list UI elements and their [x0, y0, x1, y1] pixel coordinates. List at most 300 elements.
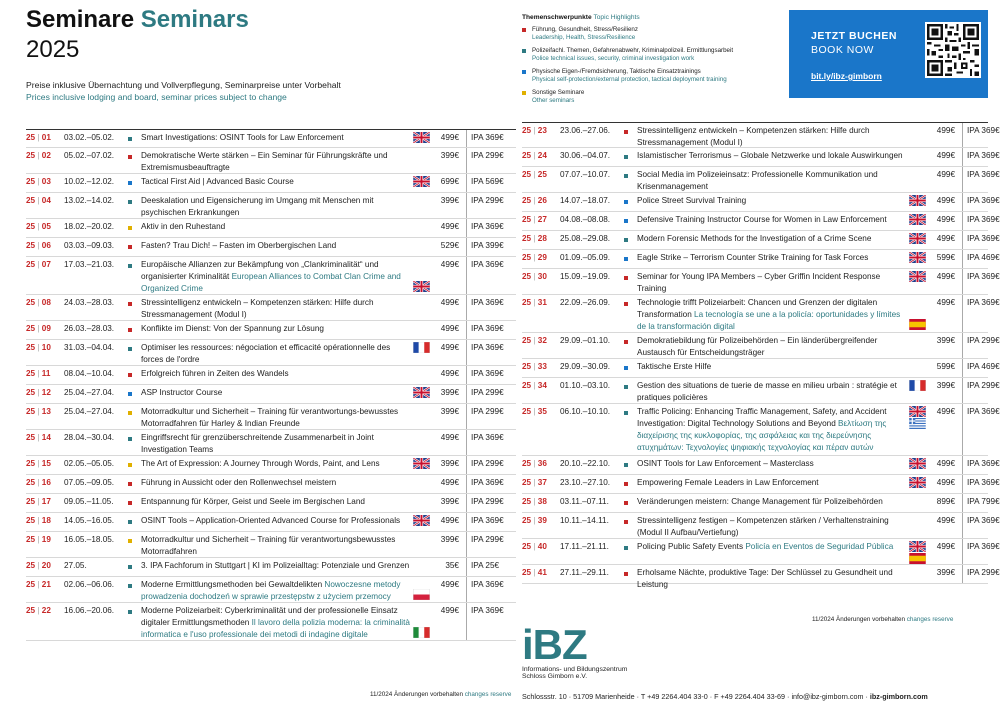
seminar-code-number: 32 [537, 336, 547, 345]
seminar-row[interactable] [522, 231, 1000, 250]
flag-pl-icon [413, 589, 430, 600]
ipa-divider [466, 340, 467, 365]
seminar-code-number: 31 [537, 298, 547, 307]
topic-heading-en: Topic Highlights [593, 14, 640, 21]
seminar-code-year: 25 [522, 497, 532, 506]
seminar-code-year: 25 [522, 407, 532, 416]
seminar-title[interactable] [141, 297, 411, 321]
seminar-code [522, 362, 547, 371]
seminar-row[interactable] [522, 456, 1000, 475]
seminar-title[interactable] [637, 233, 907, 245]
seminar-date: 05.02.–07.02. [64, 151, 115, 160]
code-separator: | [35, 535, 42, 544]
topic-square-icon [522, 70, 526, 74]
seminar-title[interactable] [637, 252, 907, 264]
seminar-price: 35€ [445, 561, 459, 570]
seminar-code-year: 25 [522, 253, 532, 262]
seminar-date: 09.05.–11.05. [64, 497, 114, 506]
seminar-ipa-price: IPA 299€ [471, 407, 504, 416]
seminar-row[interactable] [522, 475, 1000, 494]
seminar-code [26, 260, 51, 269]
changes-de: 11/2024 Änderungen vorbehalten [370, 691, 464, 698]
seminar-title[interactable] [141, 221, 411, 233]
language-flags [413, 458, 431, 470]
seminar-title[interactable] [141, 534, 411, 558]
seminar-code-year: 25 [26, 561, 36, 570]
seminar-title[interactable] [141, 259, 411, 295]
seminar-row[interactable] [522, 404, 1000, 456]
topic-marker-icon [624, 238, 628, 242]
code-separator: | [35, 369, 42, 378]
seminar-date: 27.11.–29.11. [560, 568, 609, 577]
seminar-code [522, 407, 547, 416]
seminar-code-number: 37 [537, 478, 547, 487]
seminar-title[interactable] [141, 406, 411, 430]
changes-note-right [812, 616, 953, 623]
code-separator: | [35, 606, 42, 615]
topic-marker-icon [128, 482, 132, 486]
seminar-code-year: 25 [26, 407, 36, 416]
seminar-date: 28.04.–30.04. [64, 433, 115, 442]
seminar-row[interactable] [522, 167, 1000, 193]
seminar-price: 399€ [440, 407, 459, 416]
seminar-code [26, 580, 51, 589]
seminar-date: 23.06.–27.06. [560, 126, 611, 135]
ipa-divider [962, 404, 963, 455]
seminar-row[interactable] [522, 333, 1000, 359]
seminar-title[interactable] [141, 176, 411, 188]
book-now-banner[interactable] [789, 10, 988, 98]
seminar-code-year: 25 [522, 196, 532, 205]
ipa-divider [466, 430, 467, 455]
seminar-ipa-price: IPA 369€ [967, 170, 1000, 179]
seminar-title[interactable] [637, 458, 907, 470]
seminar-code [26, 433, 51, 442]
seminar-row[interactable] [26, 385, 516, 404]
seminar-title[interactable] [637, 297, 907, 333]
seminar-ipa-price: IPA 369€ [471, 260, 504, 269]
seminar-code [26, 606, 51, 615]
seminar-code [26, 222, 51, 231]
topic-marker-icon [128, 347, 132, 351]
seminar-row[interactable] [522, 148, 1000, 167]
seminar-code-year: 25 [522, 336, 532, 345]
seminar-row[interactable] [522, 565, 1000, 589]
ibz-logo [522, 621, 628, 680]
seminar-ipa-price: IPA 569€ [471, 177, 504, 186]
seminar-title[interactable] [637, 150, 907, 162]
code-separator: | [531, 362, 538, 371]
seminar-title[interactable] [637, 195, 907, 207]
seminar-title[interactable] [141, 560, 411, 572]
flag-uk-icon [413, 176, 430, 187]
seminar-title[interactable] [637, 335, 907, 359]
seminar-code [26, 516, 51, 525]
topic-marker-icon [624, 501, 628, 505]
ipa-divider [962, 513, 963, 538]
seminar-title-main: Stressintelligenz entwickeln – Kompetenzen stärken: Hilfe durch Stressmanagement (Modul I) [141, 298, 374, 319]
seminar-code-number: 16 [41, 478, 51, 487]
ipa-divider [466, 475, 467, 493]
seminar-title-main: Erholsame Nächte, produktive Tage: Der Schlüssel zu Gesundheit und Leistung [637, 568, 893, 589]
seminar-title[interactable] [637, 214, 907, 226]
ipa-divider [466, 130, 467, 147]
topic-marker-icon [624, 463, 628, 467]
code-separator: | [531, 568, 538, 577]
seminar-price: 399€ [440, 535, 459, 544]
topic-list [522, 26, 782, 105]
code-separator: | [531, 196, 538, 205]
seminar-title[interactable] [637, 169, 907, 193]
topic-marker-icon [128, 610, 132, 614]
page-year: 2025 [26, 36, 80, 63]
seminar-date: 30.06.–04.07. [560, 151, 611, 160]
seminar-title-main: Stressintelligenz entwickeln – Kompetenzen stärken: Hilfe durch Stressmanagement (Modul I) [637, 126, 870, 147]
seminar-date: 14.05.–16.05. [64, 516, 115, 525]
seminar-price: 499€ [936, 542, 955, 551]
seminar-code-number: 36 [537, 459, 547, 468]
seminar-row[interactable] [522, 494, 1000, 513]
topic-marker-icon [624, 411, 628, 415]
seminar-row[interactable] [26, 430, 516, 456]
booking-link[interactable]: bit.ly/ibz-gimborn [811, 71, 882, 81]
seminar-title[interactable] [141, 515, 411, 527]
seminar-ipa-price: IPA 369€ [967, 234, 1000, 243]
flag-fr-icon [413, 342, 430, 353]
seminar-row[interactable] [26, 475, 516, 494]
seminar-title-main: Seminar for Young IPA Members – Cyber Griffin Incident Response Training [637, 272, 881, 293]
seminar-price: 499€ [936, 151, 955, 160]
seminar-ipa-price: IPA 369€ [967, 407, 1000, 416]
language-flags [909, 214, 927, 226]
seminar-title[interactable] [637, 125, 907, 149]
topic-marker-icon [624, 340, 628, 344]
seminar-code-number: 01 [41, 133, 51, 142]
seminar-row[interactable] [26, 219, 516, 238]
flag-uk-icon [909, 195, 926, 206]
ipa-divider [962, 123, 963, 147]
seminar-row[interactable] [522, 513, 1000, 539]
seminar-row[interactable] [522, 295, 1000, 333]
seminar-code-year: 25 [26, 478, 36, 487]
code-separator: | [35, 241, 42, 250]
language-flags [909, 406, 927, 430]
language-flags [413, 627, 431, 639]
code-separator: | [531, 151, 538, 160]
topic-en: Physical self-protection/external protection, tactical deployment training [532, 76, 727, 83]
seminar-code-year: 25 [522, 126, 532, 135]
seminar-price: 499€ [440, 222, 459, 231]
seminar-title[interactable] [141, 477, 411, 489]
seminar-date: 04.08.–08.08. [560, 215, 611, 224]
seminar-title-main: Konflikte im Dienst: Von der Spannung zur Lösung [141, 324, 324, 333]
seminar-row[interactable] [26, 340, 516, 366]
seminar-row[interactable] [26, 366, 516, 385]
seminar-price: 499€ [440, 260, 459, 269]
code-separator: | [35, 343, 42, 352]
topic-marker-icon [128, 181, 132, 185]
seminar-code [26, 497, 51, 506]
seminar-code-year: 25 [26, 177, 36, 186]
topic-marker-icon [624, 546, 628, 550]
flag-uk-icon [413, 387, 430, 398]
seminar-code [26, 561, 51, 570]
seminar-row[interactable] [26, 257, 516, 295]
seminar-code-year: 25 [26, 133, 36, 142]
seminar-row[interactable] [26, 532, 516, 558]
seminar-code-year: 25 [26, 516, 36, 525]
seminar-date: 10.02.–12.02. [64, 177, 115, 186]
seminar-row[interactable] [522, 193, 1000, 212]
seminar-code [522, 459, 547, 468]
seminar-title[interactable] [141, 323, 411, 335]
code-separator: | [531, 336, 538, 345]
seminar-date: 15.09.–19.09. [560, 272, 611, 281]
seminar-title[interactable] [637, 380, 907, 404]
seminar-code-year: 25 [26, 388, 36, 397]
flag-uk-icon [413, 515, 430, 526]
seminar-title[interactable] [141, 342, 411, 366]
seminar-code [522, 298, 547, 307]
seminar-row[interactable] [26, 494, 516, 513]
seminar-title[interactable] [141, 195, 411, 219]
seminar-date: 08.04.–10.04. [64, 369, 115, 378]
ipa-divider [466, 603, 467, 640]
seminar-row[interactable] [522, 269, 1000, 295]
seminar-ipa-price: IPA 369€ [967, 272, 1000, 281]
seminar-ipa-price: IPA 369€ [471, 433, 504, 442]
seminar-row[interactable] [26, 238, 516, 257]
qr-code-icon[interactable] [925, 22, 981, 78]
website-link[interactable]: ibz-gimborn.com [869, 692, 928, 701]
topic-marker-icon [128, 245, 132, 249]
seminar-title-main: Erfolgreich führen in Zeiten des Wandels [141, 369, 289, 378]
seminar-ipa-price: IPA 369€ [967, 516, 1000, 525]
seminar-code-year: 25 [26, 151, 36, 160]
seminar-code-year: 25 [522, 298, 532, 307]
seminar-row[interactable] [26, 193, 516, 219]
seminar-price: 599€ [936, 362, 955, 371]
seminar-row[interactable] [26, 174, 516, 193]
flag-uk-icon [413, 458, 430, 469]
seminar-date: 03.03.–09.03. [64, 241, 115, 250]
seminar-title-main: Moderne Ermittlungsmethoden bei Gewaltdelikten [141, 580, 323, 589]
seminar-code-number: 13 [41, 407, 51, 416]
topic-square-icon [522, 49, 526, 53]
topic-marker-icon [624, 302, 628, 306]
seminar-date: 17.11.–21.11. [560, 542, 609, 551]
seminar-date: 02.05.–05.05. [64, 459, 115, 468]
seminar-title-alt: Policía en Eventos de Seguridad Pública [745, 542, 894, 551]
topic-marker-icon [128, 411, 132, 415]
seminar-row[interactable] [26, 295, 516, 321]
seminar-title[interactable] [141, 387, 411, 399]
language-flags [909, 195, 927, 207]
topic-marker-icon [128, 520, 132, 524]
code-separator: | [35, 260, 42, 269]
topic-legend [522, 14, 782, 105]
seminar-code-number: 41 [537, 568, 547, 577]
seminar-date: 06.10.–10.10. [560, 407, 611, 416]
seminar-price: 399€ [440, 459, 459, 468]
language-flags [909, 380, 927, 392]
seminar-code-year: 25 [522, 381, 532, 390]
seminar-title[interactable] [637, 477, 907, 489]
seminar-row[interactable] [26, 321, 516, 340]
seminar-row[interactable] [26, 603, 516, 641]
seminar-code-number: 23 [537, 126, 547, 135]
seminar-code-number: 05 [41, 222, 51, 231]
seminar-title[interactable] [637, 496, 907, 508]
seminar-title[interactable] [637, 515, 907, 539]
seminar-title-main: Eagle Strike – Terrorism Counter Strike Training for Task Forces [637, 253, 869, 262]
topic-marker-icon [624, 219, 628, 223]
seminar-title[interactable] [141, 240, 411, 252]
seminar-title[interactable] [141, 496, 411, 508]
seminar-row[interactable] [522, 378, 1000, 404]
ipa-divider [466, 404, 467, 429]
code-separator: | [531, 381, 538, 390]
code-separator: | [531, 542, 538, 551]
seminar-code-number: 24 [537, 151, 547, 160]
seminar-date: 24.03.–28.03. [64, 298, 115, 307]
seminar-code-number: 12 [41, 388, 51, 397]
seminar-code-year: 25 [26, 324, 36, 333]
seminar-date: 31.03.–04.04. [64, 343, 115, 352]
seminar-row[interactable] [522, 359, 1000, 378]
seminar-price: 499€ [440, 478, 459, 487]
ipa-divider [962, 269, 963, 294]
seminar-title[interactable] [637, 271, 907, 295]
topic-item [522, 47, 782, 63]
topic-marker-icon [128, 328, 132, 332]
seminar-title[interactable] [637, 361, 907, 373]
seminar-ipa-price: IPA 369€ [967, 126, 1000, 135]
seminar-ipa-price: IPA 369€ [471, 133, 504, 142]
seminar-date: 16.05.–18.05. [64, 535, 115, 544]
seminar-date: 29.09.–01.10. [560, 336, 611, 345]
code-separator: | [531, 516, 538, 525]
flag-uk-icon [909, 214, 926, 225]
code-separator: | [531, 459, 538, 468]
seminar-title-main: Tactical First Aid | Advanced Basic Course [141, 177, 294, 186]
seminar-code-number: 18 [41, 516, 51, 525]
seminar-code [522, 253, 547, 262]
seminar-price: 399€ [936, 568, 955, 577]
seminar-title[interactable] [141, 132, 411, 144]
seminar-row[interactable] [26, 129, 516, 148]
seminar-row[interactable] [26, 404, 516, 430]
seminar-row[interactable] [522, 539, 1000, 565]
seminar-price: 499€ [440, 580, 459, 589]
subtitle-en: Prices inclusive lodging and board, seminar prices subject to change [26, 92, 287, 102]
seminar-title[interactable] [637, 567, 907, 591]
seminar-row[interactable] [522, 212, 1000, 231]
ipa-divider [962, 565, 963, 583]
language-flags [413, 589, 431, 601]
seminar-code-number: 30 [537, 272, 547, 281]
seminar-ipa-price: IPA 299€ [471, 151, 504, 160]
ipa-divider [466, 577, 467, 602]
seminar-row[interactable] [26, 577, 516, 603]
topic-marker-icon [128, 392, 132, 396]
seminar-price: 399€ [440, 388, 459, 397]
code-separator: | [35, 478, 42, 487]
code-separator: | [35, 388, 42, 397]
seminar-row[interactable] [522, 250, 1000, 269]
seminar-ipa-price: IPA 369€ [471, 298, 504, 307]
seminar-title-main: OSINT Tools for Law Enforcement – Masterclass [637, 459, 814, 468]
seminar-title[interactable] [141, 579, 411, 603]
seminar-code-number: 14 [41, 433, 51, 442]
seminar-title[interactable] [141, 432, 411, 456]
topic-item [522, 68, 782, 84]
seminar-row[interactable] [26, 558, 516, 577]
seminar-code [522, 151, 547, 160]
logo-line-2: Schloss Gimborn e.V. [522, 673, 588, 680]
topic-square-icon [522, 28, 526, 32]
seminar-ipa-price: IPA 369€ [967, 298, 1000, 307]
code-separator: | [35, 151, 42, 160]
seminar-code-number: 04 [41, 196, 51, 205]
seminar-code [522, 272, 547, 281]
seminar-code-year: 25 [26, 433, 36, 442]
code-separator: | [531, 126, 538, 135]
seminar-title[interactable] [637, 541, 907, 553]
seminar-title-main: Traffic Policing: Enhancing Traffic Management, Safety, and Accident Investigation: Digital Technology Solutions and Beyond [637, 407, 887, 428]
seminar-code-year: 25 [522, 542, 532, 551]
topic-item [522, 89, 782, 105]
seminar-row[interactable] [26, 456, 516, 475]
seminar-title-main: Defensive Training Instructor Course for Women in Law Enforcement [637, 215, 887, 224]
seminar-title-main: OSINT Tools – Application-Oriented Advanced Course for Professionals [141, 516, 401, 525]
seminar-row[interactable] [26, 513, 516, 532]
seminar-title[interactable] [141, 605, 411, 641]
book-now-en: BOOK NOW [811, 44, 874, 56]
flag-uk-icon [909, 541, 926, 552]
seminar-code-year: 25 [522, 215, 532, 224]
seminar-date: 27.05. [64, 561, 87, 570]
seminar-title[interactable] [141, 458, 411, 470]
ipa-divider [466, 219, 467, 237]
seminar-title[interactable] [141, 150, 411, 174]
topic-de: Physische Eigen-/Fremdsicherung, Taktische Einsatztrainings [532, 68, 701, 75]
seminar-ipa-price: IPA 25€ [471, 561, 500, 570]
flag-uk-icon [909, 271, 926, 282]
code-separator: | [531, 170, 538, 179]
seminar-ipa-price: IPA 369€ [967, 459, 1000, 468]
seminar-code-year: 25 [26, 369, 36, 378]
seminar-code-number: 22 [41, 606, 51, 615]
seminar-title-main: Police Street Survival Training [637, 196, 747, 205]
seminar-price: 499€ [440, 606, 459, 615]
seminar-row[interactable] [26, 148, 516, 174]
seminar-title[interactable] [141, 368, 411, 380]
ipa-divider [466, 238, 467, 256]
topic-marker-icon [624, 385, 628, 389]
seminar-title[interactable] [637, 406, 907, 454]
ipa-divider [962, 378, 963, 403]
seminar-title-main: Optimiser les ressources: négociation et efficacité opérationnelle des forces de l'ordre [141, 343, 391, 364]
seminar-row[interactable] [522, 122, 1000, 148]
seminar-title-alt: European Alliances to Combat Clan Crime and Organized Crime [141, 272, 401, 293]
seminar-code-number: 27 [537, 215, 547, 224]
seminar-code [26, 478, 51, 487]
seminar-title-alt: Il lavoro della polizia moderna: la criminalità informatica e l'uso professionale dei metodi di indagine digitale [141, 618, 410, 639]
changes-en: changes reserve [464, 691, 512, 698]
seminar-title-main: Smart Investigations: OSINT Tools for Law Enforcement [141, 133, 344, 142]
seminar-price: 399€ [936, 381, 955, 390]
